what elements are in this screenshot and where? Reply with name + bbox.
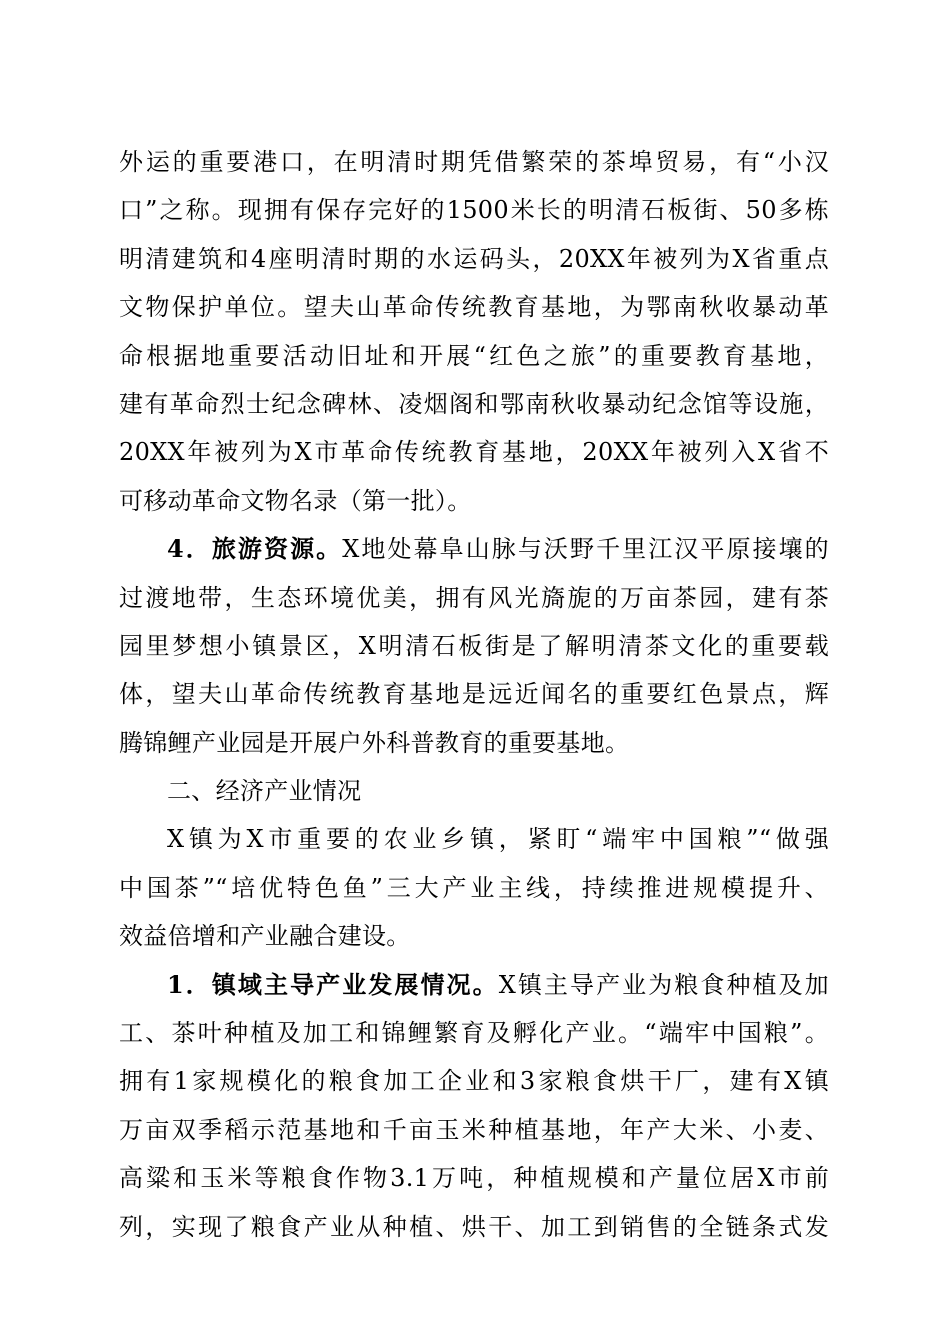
paragraph-4-line-1 <box>119 961 829 1009</box>
paragraph-3-line-3: 效益倍增和产业融合建设。 <box>119 922 411 951</box>
paragraph-4-line-2: 工、茶叶种植及加工和锦鲤繁育及孵化产业。“端牢中国粮”。 <box>119 1019 829 1048</box>
paragraph-2-line-3: 园里梦想小镇景区，X明清石板街是了解明清茶文化的重要载 <box>119 631 829 660</box>
paragraph-1-line-6: 建有革命烈士纪念碑林、凌烟阁和鄂南秋收暴动纪念馆等设施， <box>119 389 829 418</box>
paragraph-1-line-5: 命根据地重要活动旧址和开展“红色之旅”的重要教育基地， <box>119 341 829 370</box>
paragraph-2-line-4: 体，望夫山革命传统教育基地是远近闻名的重要红色景点，辉 <box>119 680 829 709</box>
paragraph-2-line-2: 过渡地带，生态环境优美，拥有风光旖旎的万亩茶园，建有茶 <box>119 583 829 612</box>
paragraph-3-line-1: X镇为X市重要的农业乡镇，紧盯“端牢中国粮”“做强 <box>167 825 829 854</box>
paragraph-4-line-6: 列，实现了粮食产业从种植、烘干、加工到销售的全链条式发 <box>119 1212 829 1241</box>
paragraph-3-line-2: 中国茶”“培优特色鱼”三大产业主线，持续推进规模提升、 <box>119 873 829 902</box>
paragraph-1-line-4: 文物保护单位。望夫山革命传统教育基地，为鄂南秋收暴动革 <box>119 293 829 322</box>
paragraph-1-line-2: 口”之称。现拥有保存完好的1500米长的明清石板街、50多栋 <box>119 196 829 225</box>
paragraph-1-line-8: 可移动革命文物名录（第一批）。 <box>119 486 472 515</box>
paragraph-4-line-1-text: X镇主导产业为粮食种植及加 <box>498 970 829 999</box>
paragraph-2-line-1 <box>119 525 829 573</box>
paragraph-1-line-7: 20XX年被列为X市革命传统教育基地，20XX年被列入X省不 <box>119 438 829 467</box>
tourism-heading: 4．旅游资源。 <box>167 534 343 564</box>
paragraph-4-line-3: 拥有1家规模化的粮食加工企业和3家粮食烘干厂，建有X镇 <box>119 1067 829 1096</box>
paragraph-2-line-1-text: X地处幕阜山脉与沃野千里江汉平原接壤的 <box>342 535 829 564</box>
paragraph-4-line-4: 万亩双季稻示范基地和千亩玉米种植基地，年产大米、小麦、 <box>119 1115 829 1144</box>
industry-heading: 1．镇域主导产业发展情况。 <box>167 969 499 999</box>
paragraph-2-line-5: 腾锦鲤产业园是开展户外科普教育的重要基地。 <box>119 728 630 757</box>
paragraph-1-line-1: 外运的重要港口，在明清时期凭借繁荣的茶埠贸易，有“小汉 <box>119 148 829 176</box>
section-heading: 二、经济产业情况 <box>167 777 362 806</box>
paragraph-4-line-5: 高粱和玉米等粮食作物3.1万吨，种植规模和产量位居X市前 <box>119 1164 829 1193</box>
document-body <box>119 138 829 1251</box>
paragraph-1-line-3: 明清建筑和4座明清时期的水运码头，20XX年被列为X省重点 <box>119 244 829 273</box>
